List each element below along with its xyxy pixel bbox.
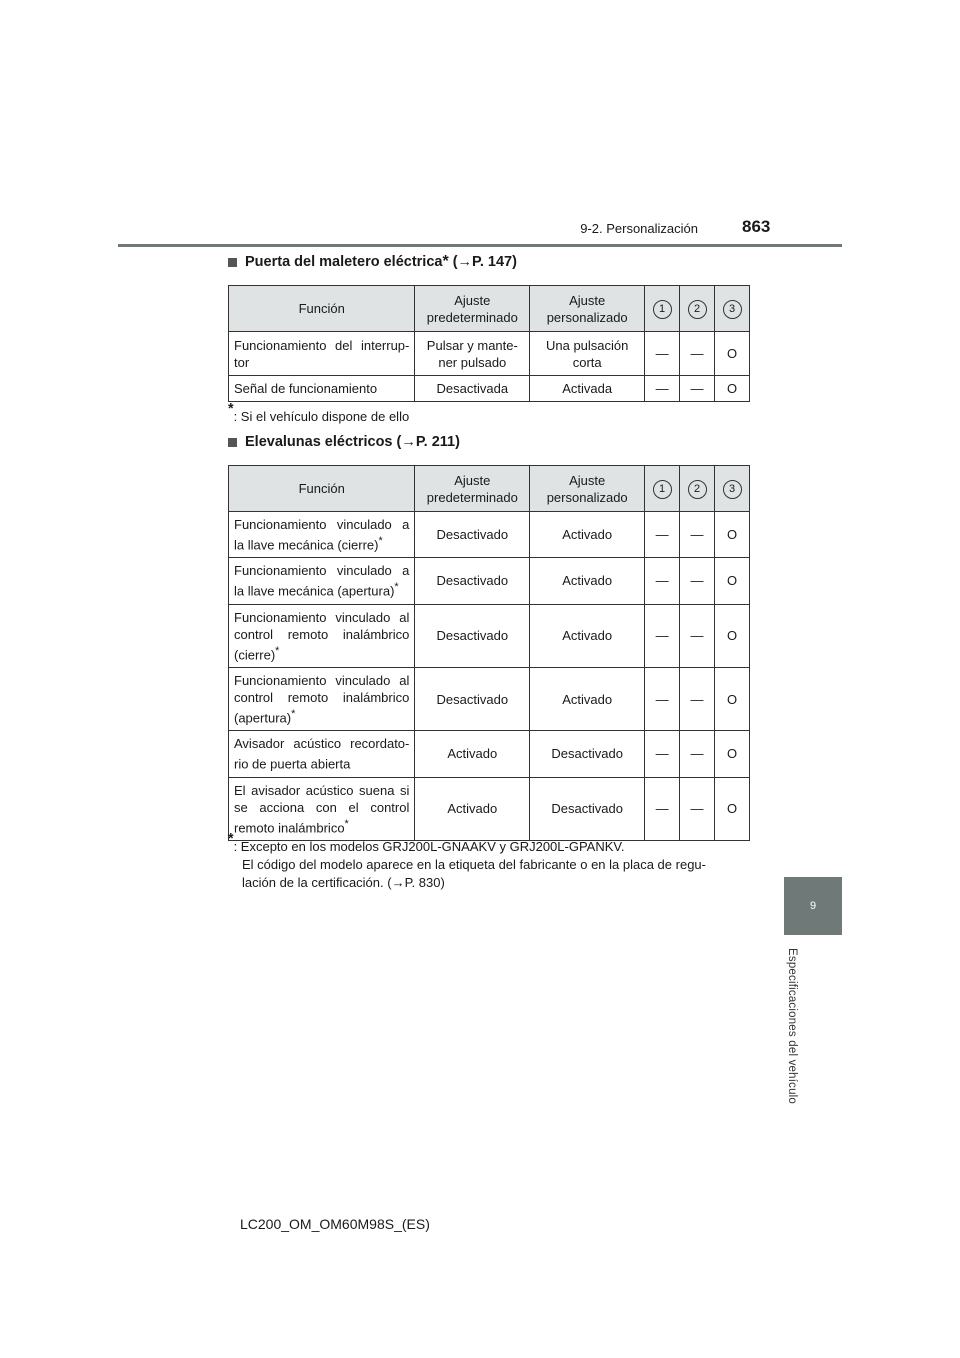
cell-custom: Desactivado (530, 731, 645, 777)
chapter-tab-label: Especificaciones del vehículo (786, 948, 798, 1105)
table-row (229, 731, 750, 777)
page-number: 863 (742, 217, 771, 236)
header-col2 (680, 466, 715, 512)
section-title-windows (228, 434, 460, 450)
header-rule (118, 244, 842, 247)
circled-number: 2 (688, 300, 707, 319)
footnote-line: *: Excepto en los modelos GRJ200L-GNAAKV y GRJ200L-GPANKV. (228, 831, 625, 854)
cell-function: Funcionamiento del interrup-tor (229, 332, 415, 376)
cell-col3: O (715, 777, 750, 840)
cell-function: Señal de funcionamiento (229, 376, 415, 402)
page-reference: (→P. 147) (452, 254, 517, 270)
cell-col2: — (680, 667, 715, 730)
settings-table-tailgate (228, 285, 750, 402)
cell-col3: O (715, 667, 750, 730)
cell-col3: O (715, 731, 750, 777)
cell-default: Desactivada (415, 376, 530, 402)
cell-default: Pulsar y mante-ner pulsado (415, 332, 530, 376)
chapter-tab: 9 (784, 877, 842, 935)
header-col1 (645, 466, 680, 512)
header-default: Ajuste predeterminado (415, 466, 530, 512)
header-custom: Ajuste personalizado (530, 466, 645, 512)
footnote-star: * (228, 401, 234, 418)
cell-col1: — (645, 512, 680, 558)
footnote-text: : Si el vehículo dispone de ello (233, 409, 410, 424)
cell-col2: — (680, 512, 715, 558)
circled-number: 3 (723, 480, 742, 499)
header-col3 (715, 466, 750, 512)
header-col1 (645, 286, 680, 332)
table-row (229, 512, 750, 558)
cell-col3: O (715, 332, 750, 376)
cell-function: Funcionamiento vinculado al control remoto inalámbrico (cierre)* (229, 604, 415, 667)
cell-default: Desactivado (415, 667, 530, 730)
bullet-square-icon (228, 438, 237, 447)
document-id: LC200_OM_OM60M98S_(ES) (240, 1216, 430, 1232)
table-row (229, 558, 750, 604)
cell-col3: O (715, 376, 750, 402)
footnote-star: * (228, 831, 234, 848)
circled-number: 2 (688, 480, 707, 499)
cell-default: Activado (415, 731, 530, 777)
table-row (229, 667, 750, 730)
circled-number: 3 (723, 300, 742, 319)
cell-default: Desactivado (415, 512, 530, 558)
footnote-line: lación de la certificación. (→P. 830) (242, 875, 445, 890)
cell-col2: — (680, 731, 715, 777)
footnote-line: El código del modelo aparece en la etiqueta del fabricante o en la placa de regu- (242, 857, 706, 872)
cell-col3: O (715, 604, 750, 667)
header-default: Ajuste predeterminado (415, 286, 530, 332)
cell-default: Activado (415, 777, 530, 840)
section-header: 9-2. Personalización (580, 221, 698, 236)
cell-default: Desactivado (415, 604, 530, 667)
cell-col1: — (645, 376, 680, 402)
cell-col1: — (645, 731, 680, 777)
footnote-tailgate (228, 401, 410, 426)
cell-col1: — (645, 604, 680, 667)
bullet-square-icon (228, 258, 237, 267)
table-row (229, 777, 750, 840)
section-title-tailgate: Puerta del maletero eléctrica * (→P. 147) (228, 254, 517, 270)
cell-col3: O (715, 558, 750, 604)
header-custom: Ajuste personalizado (530, 286, 645, 332)
header-funcion: Función (229, 286, 415, 332)
cell-custom: Una pulsación corta (530, 332, 645, 376)
cell-col2: — (680, 777, 715, 840)
header-col2 (680, 286, 715, 332)
cell-default: Desactivado (415, 558, 530, 604)
cell-custom: Activado (530, 667, 645, 730)
footnote-windows (228, 831, 706, 892)
table-row (229, 604, 750, 667)
page-reference: (→P. 211) (396, 434, 460, 450)
cell-col2: — (680, 376, 715, 402)
cell-function: Funcionamiento vinculado a la llave mecánica (cierre)* (229, 512, 415, 558)
cell-custom: Activado (530, 604, 645, 667)
cell-function: Funcionamiento vinculado a la llave mecánica (apertura)* (229, 558, 415, 604)
section-title-text: Puerta del maletero eléctrica (245, 254, 443, 270)
cell-col1: — (645, 667, 680, 730)
cell-col1: — (645, 777, 680, 840)
header-funcion: Función (229, 466, 415, 512)
settings-table-windows (228, 465, 750, 841)
cell-function: Funcionamiento vinculado al control remoto inalámbrico (apertura)* (229, 667, 415, 730)
cell-col2: — (680, 332, 715, 376)
cell-col1: — (645, 558, 680, 604)
cell-function: El avisador acústico suena si se acciona con el control remoto inalámbrico* (229, 777, 415, 840)
circled-number: 1 (653, 300, 672, 319)
section-title-text: Elevalunas eléctricos (245, 434, 393, 450)
cell-col3: O (715, 512, 750, 558)
cell-col2: — (680, 604, 715, 667)
cell-custom: Activada (530, 376, 645, 402)
table-row (229, 376, 750, 402)
cell-custom: Desactivado (530, 777, 645, 840)
header-col3 (715, 286, 750, 332)
circled-number: 1 (653, 480, 672, 499)
cell-function: Avisador acústico recordato-rio de puerta abierta (229, 731, 415, 777)
table-row (229, 332, 750, 376)
cell-custom: Activado (530, 558, 645, 604)
cell-col1: — (645, 332, 680, 376)
cell-custom: Activado (530, 512, 645, 558)
cell-col2: — (680, 558, 715, 604)
